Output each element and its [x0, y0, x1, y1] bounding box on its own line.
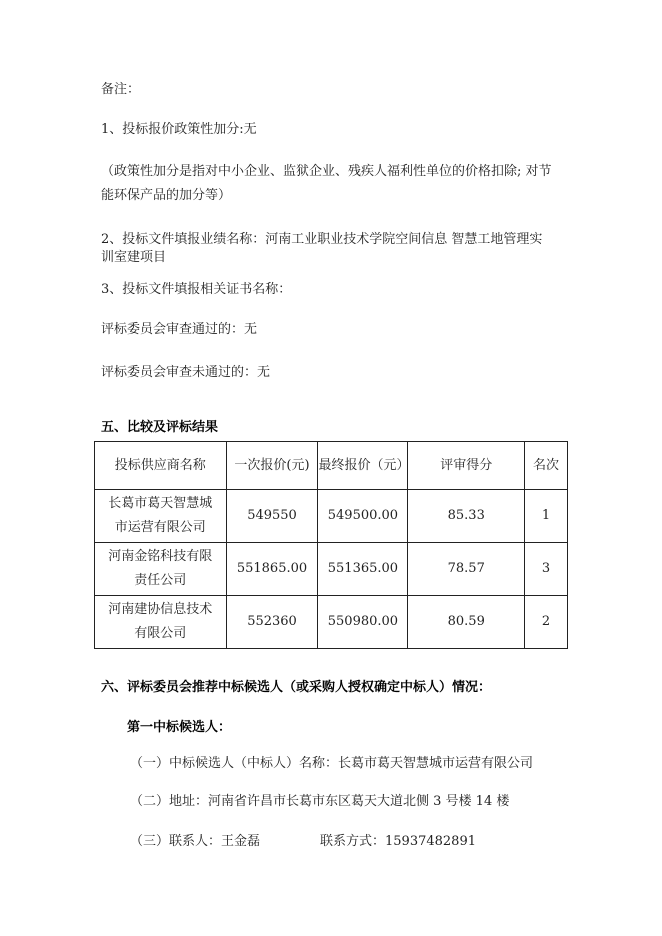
score: 85.33	[408, 490, 525, 543]
final-quote: 550980.00	[318, 596, 408, 649]
rank: 2	[525, 596, 568, 649]
note-item-1-explanation-cont: 能环保产品的加分等）	[101, 188, 232, 203]
table-row	[95, 596, 568, 649]
first-quote: 552360	[226, 596, 318, 649]
first-quote: 551865.00	[226, 543, 318, 596]
candidate-phone: 联系方式：15937482891	[320, 834, 476, 849]
supplier-name: 长葛市葛天智慧城 市运营有限公司	[95, 490, 227, 543]
review-failed: 评标委员会审查未通过的：无	[101, 365, 271, 380]
header-cell: 评审得分	[408, 442, 525, 490]
candidate-contact: （三）联系人：王金磊	[130, 834, 261, 849]
header-cell: 最终报价（元）	[318, 442, 408, 490]
supplier-name: 河南金铭科技有限 责任公司	[95, 543, 227, 596]
section5-title: 五、比较及评标结果	[101, 420, 219, 435]
table-header-row	[95, 442, 568, 490]
header-cell: 投标供应商名称	[95, 442, 227, 490]
table-row	[95, 543, 568, 596]
table-row	[95, 490, 568, 543]
candidate-address: （二）地址：河南省许昌市长葛市东区葛天大道北侧 3 号楼 14 楼	[130, 794, 510, 809]
note-item-2-cont: 训室建项目	[101, 250, 167, 265]
note-item-1: 1、投标报价政策性加分:无	[101, 122, 257, 137]
final-quote: 549500.00	[318, 490, 408, 543]
section6-title: 六、评标委员会推荐中标候选人（或采购人授权确定中标人）情况：	[101, 680, 492, 695]
supplier-name: 河南建协信息技术 有限公司	[95, 596, 227, 649]
first-quote: 549550	[226, 490, 318, 543]
review-passed: 评标委员会审查通过的：无	[101, 322, 258, 337]
header-cell: 名次	[525, 442, 568, 490]
note-item-2: 2、投标文件填报业绩名称：河南工业职业技术学院空间信息 智慧工地管理实	[101, 232, 543, 247]
note-item-1-explanation: （政策性加分是指对中小企业、监狱企业、残疾人福利性单位的价格扣除; 对节	[101, 164, 552, 179]
score: 80.59	[408, 596, 525, 649]
rank: 3	[525, 543, 568, 596]
score: 78.57	[408, 543, 525, 596]
note-item-3: 3、投标文件填报相关证书名称：	[101, 282, 292, 297]
rank: 1	[525, 490, 568, 543]
first-candidate-title: 第一中标候选人：	[127, 720, 232, 735]
notes-title: 备注：	[101, 82, 141, 97]
final-quote: 551365.00	[318, 543, 408, 596]
header-cell: 一次报价(元)	[226, 442, 318, 490]
evaluation-results-table	[94, 441, 568, 649]
candidate-name: （一）中标候选人（中标人）名称：长葛市葛天智慧城市运营有限公司	[130, 756, 534, 771]
